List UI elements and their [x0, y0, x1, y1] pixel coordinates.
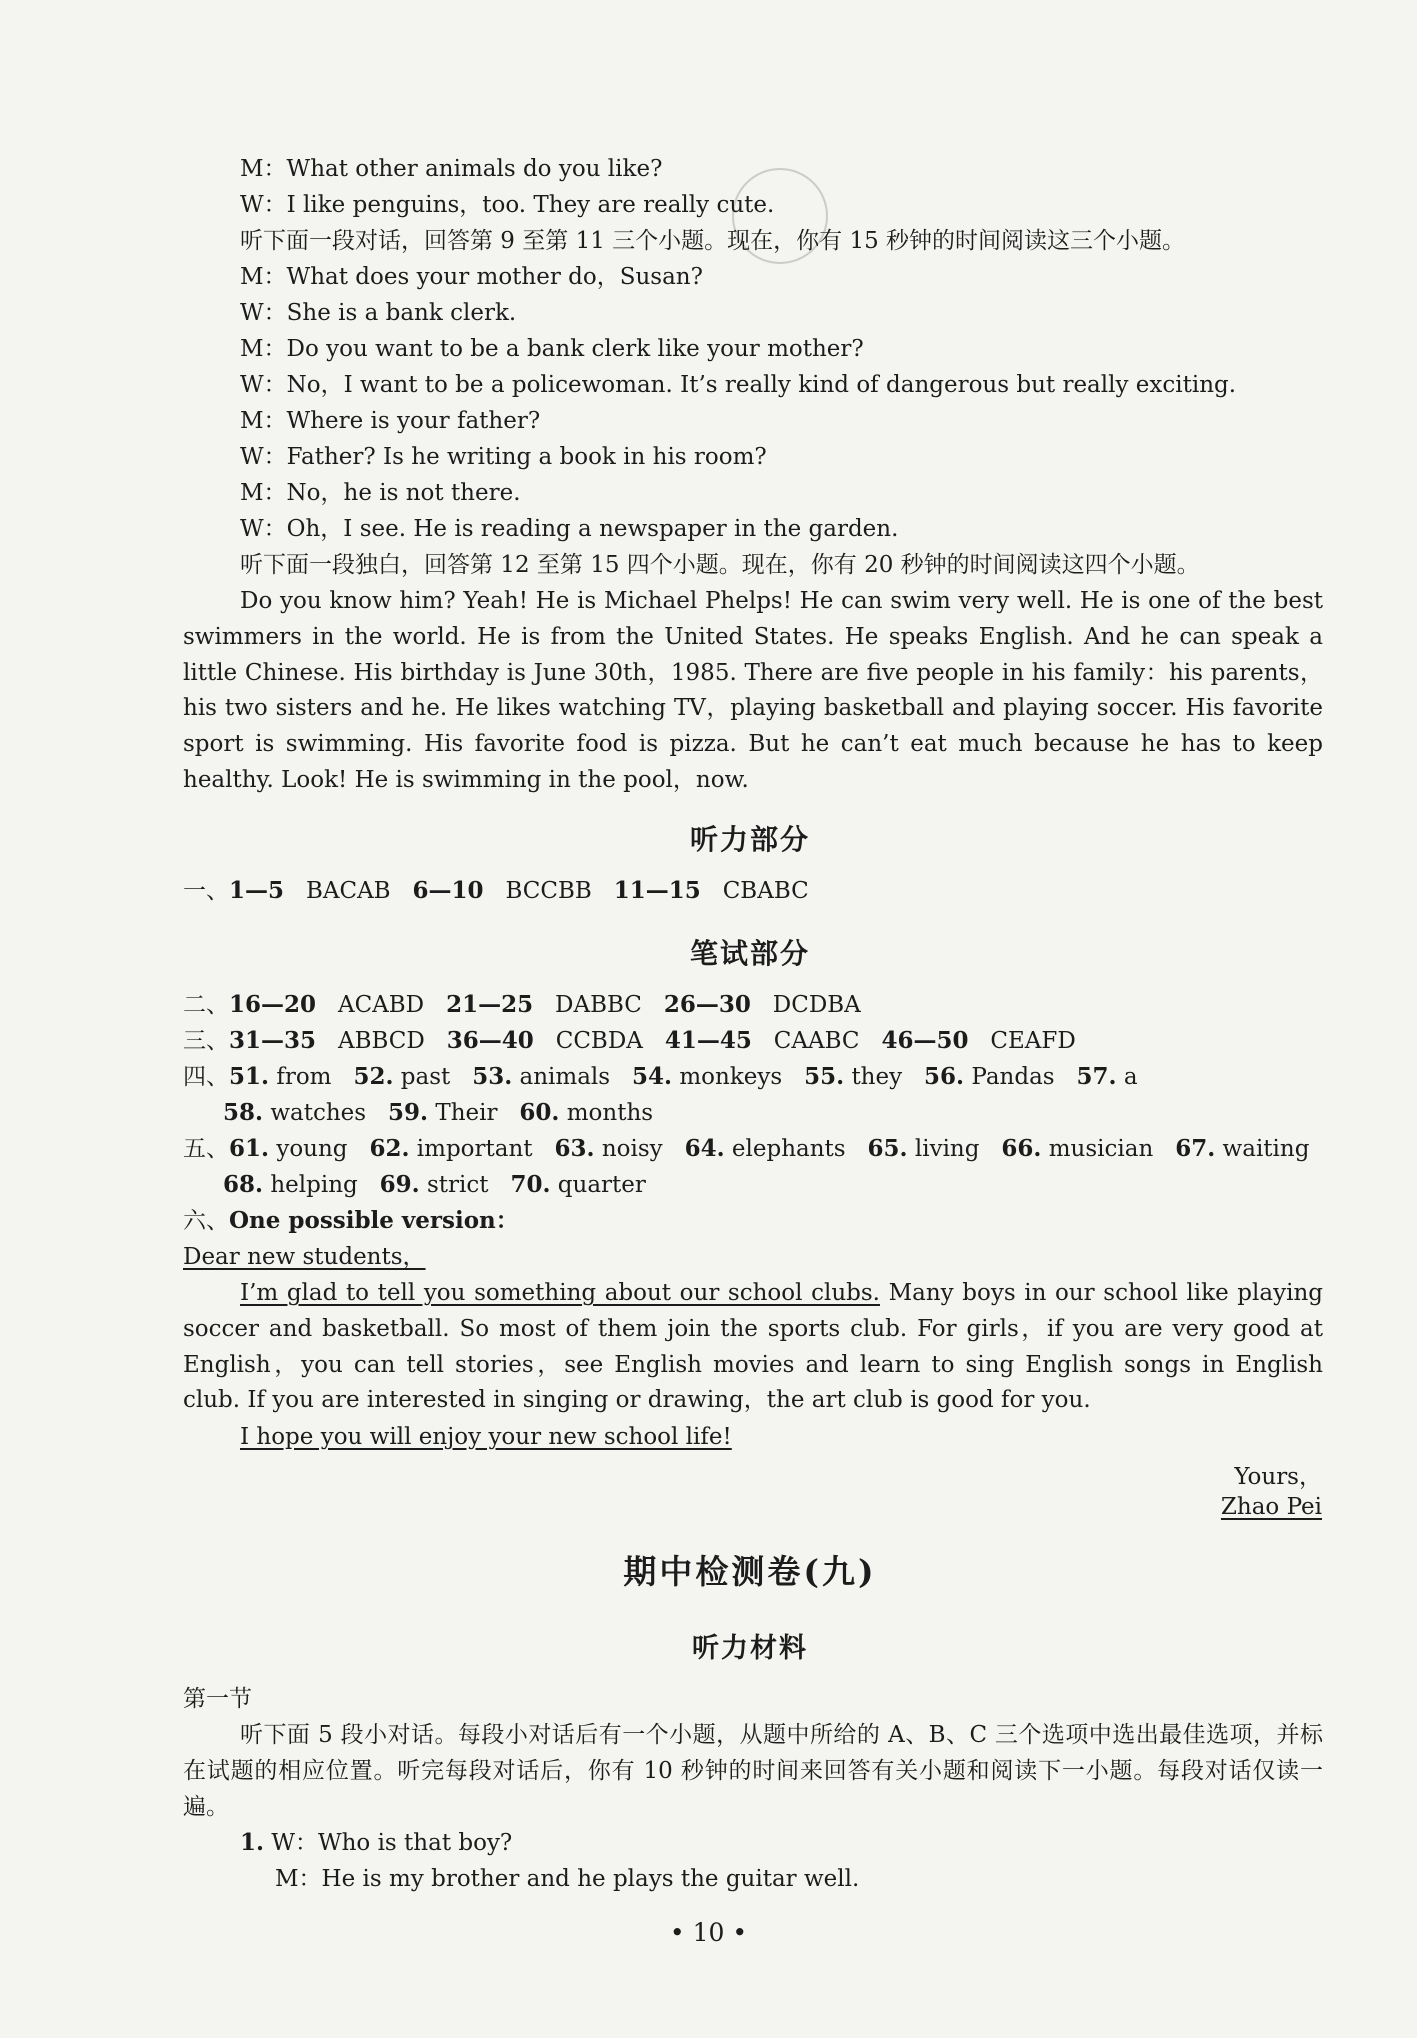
answer-row-part4-b: 58. watches 59. Their 60. months: [223, 1099, 654, 1126]
dialogue-line: W：Oh，I see. He is reading a newspaper in the garden.: [240, 516, 899, 542]
letter-signoff: Yours，: [1234, 1464, 1322, 1490]
dialogue-line: M：What does your mother do，Susan?: [240, 264, 703, 290]
answer-row-part5-b: 68. helping 69. strict 70. quarter: [223, 1171, 646, 1198]
instruction-line: 听下面一段独白，回答第 12 至第 15 四个小题。现在，你有 20 秒钟的时间阅读这四个小题。: [240, 552, 1200, 578]
monologue-paragraph: Do you know him? Yeah! He is Michael Phelps! He can swim very well. He is one of the best swimmers in the world. He is from the United States. He speaks English. And he can speak a little Chinese. His birthday is June 30th，1985. There are five people in his family：his parents，his two sisters and he. He likes watching TV，playing basketball and playing soccer. His favorite sport is swimming. His favorite food is pizza. But he can’t eat much because he has to keep healthy. Look! He is swimming in the pool，now.: [183, 588, 1323, 793]
answer-row-part4-a: 四、51. from 52. past 53. animals 54. monkeys 55. they 56. Pandas 57. a: [183, 1063, 1138, 1090]
section-label: 第一节: [183, 1686, 252, 1712]
answer-row-part3: 三、31—35 ABBCD 36—40 CCBDA 41—45 CAABC 46—50 CEAFD: [183, 1027, 1076, 1054]
letter-signature: Zhao Pei: [1220, 1494, 1322, 1520]
section-heading-written: 笔试部分: [689, 937, 810, 970]
section-heading-material: 听力材料: [692, 1633, 808, 1664]
part6-label: 六、One possible version：: [183, 1207, 519, 1234]
dialogue-line: M：No，he is not there.: [240, 480, 521, 506]
instruction-line: 听下面一段对话，回答第 9 至第 11 三个小题。现在，你有 15 秒钟的时间阅读这三个小题。: [240, 228, 1186, 254]
dialogue-line: W：I like penguins，too. They are really cute.: [240, 192, 775, 218]
letter-closing: I hope you will enjoy your new school life!: [240, 1424, 732, 1450]
answer-row-part5-a: 五、61. young 62. important 63. noisy 64. elephants 65. living 66. musician 67. waiting: [183, 1135, 1310, 1162]
dialogue-line: W：No，I want to be a policewoman. It’s really kind of dangerous but really exciting.: [240, 372, 1237, 398]
question-1-w: 1. W：Who is that boy?: [240, 1829, 513, 1856]
test-title: 期中检测卷(九): [623, 1552, 877, 1591]
dialogue-line: W：Father? Is he writing a book in his room?: [240, 444, 767, 470]
page-number: • 10 •: [669, 1918, 748, 1947]
letter-body: I’m glad to tell you something about our school clubs. Many boys in our school like playing soccer and basketball. So most of them join the sports club. For girls，if you are very good at English，you can tell stories，see English movies and learn to sing English songs in English club. If you are interested in singing or drawing，the art club is good for you.: [183, 1280, 1323, 1414]
dialogue-line: M：What other animals do you like?: [240, 156, 663, 182]
dialogue-line: M：Where is your father?: [240, 408, 541, 434]
section-heading-listening: 听力部分: [689, 823, 810, 856]
answer-row-listening: 一、1—5 BACAB 6—10 BCCBB 11—15 CBABC: [183, 877, 809, 904]
letter-greeting: Dear new students，: [183, 1244, 426, 1270]
question-1-m: M：He is my brother and he plays the guitar well.: [275, 1866, 860, 1892]
section1-instruction: 听下面 5 段小对话。每段小对话后有一个小题，从题中所给的 A、B、C 三个选项中选出最佳选项，并标在试题的相应位置。听完每段对话后，你有 10 秒钟的时间来回答有关小题和阅读下一小题。每段对话仅读一遍。: [183, 1722, 1323, 1820]
dialogue-line: W：She is a bank clerk.: [240, 300, 517, 326]
answer-row-part2: 二、16—20 ACABD 21—25 DABBC 26—30 DCDBA: [183, 991, 861, 1018]
dialogue-line: M：Do you want to be a bank clerk like your mother?: [240, 336, 864, 362]
